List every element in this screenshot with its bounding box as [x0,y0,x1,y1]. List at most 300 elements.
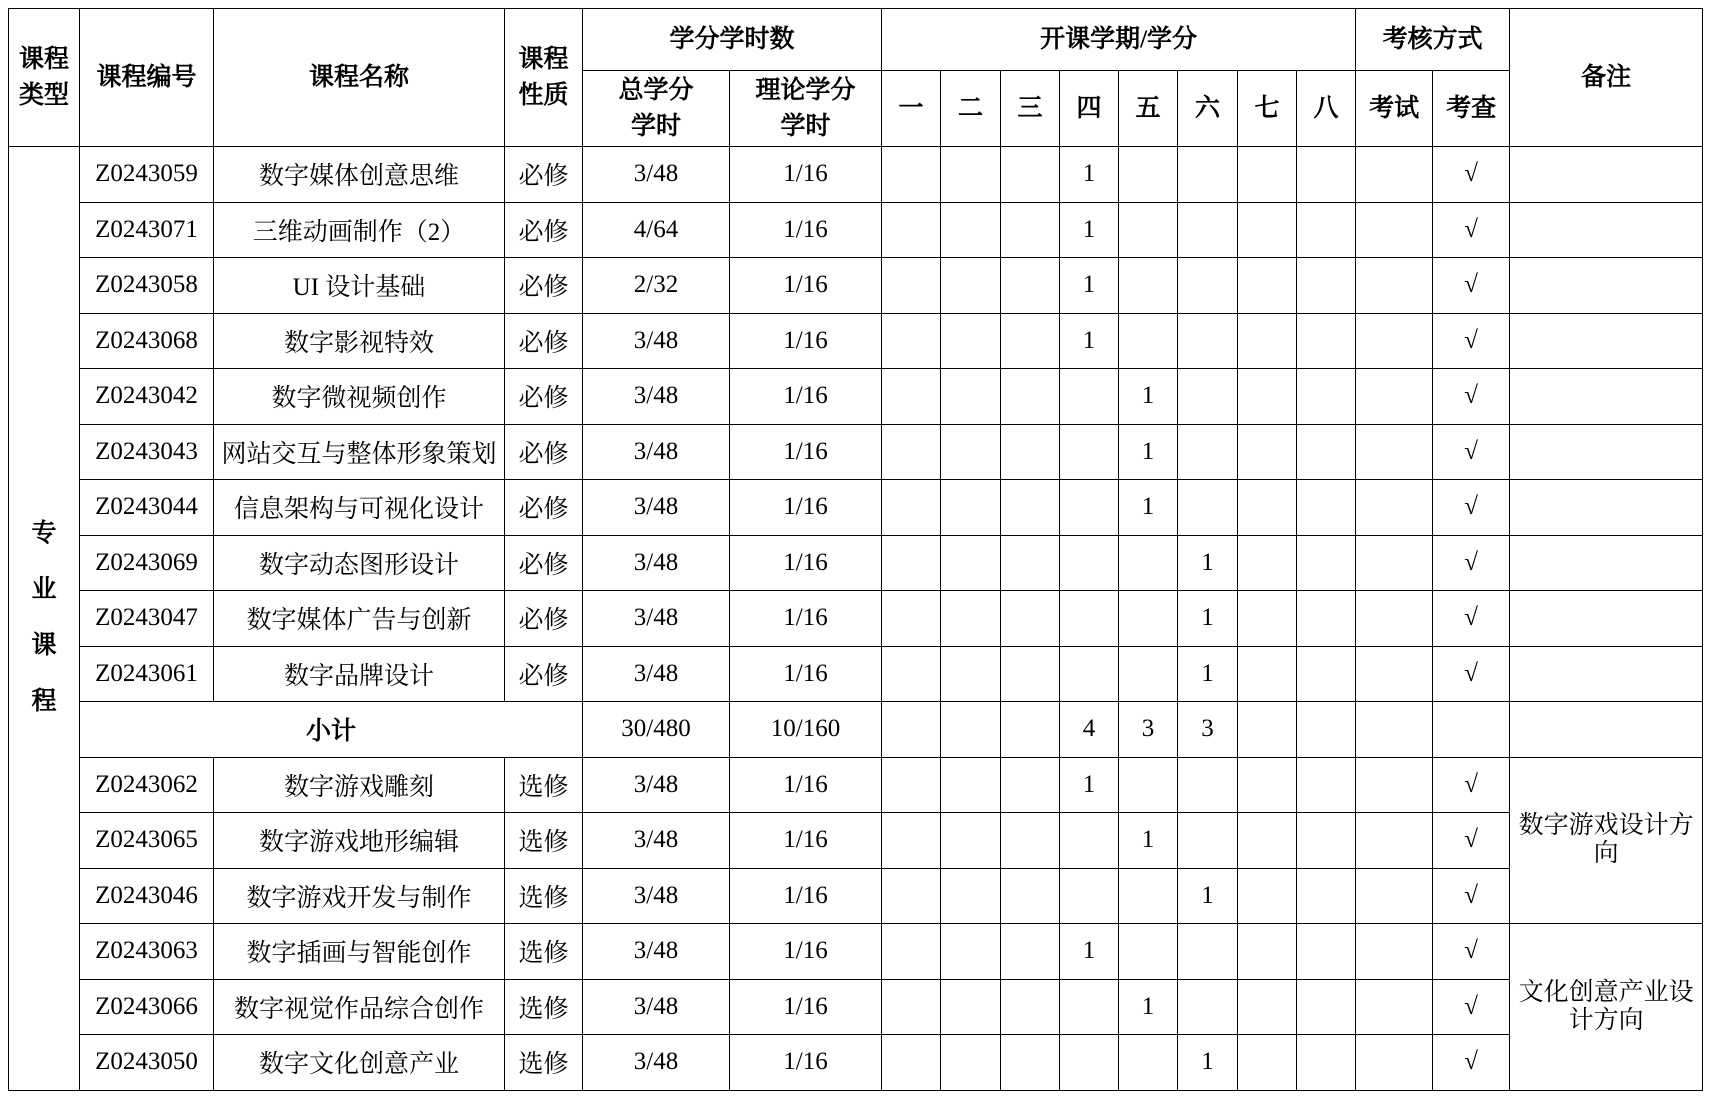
header-exam: 考试 [1356,71,1433,147]
total-credits: 3/48 [583,868,730,924]
semester-1-credit [882,535,941,591]
course-name: 数字微视频创作 [214,369,505,425]
header-semester: 开课学期/学分 [882,9,1356,71]
exam-mark [1356,313,1433,369]
theory-credits: 1/16 [730,868,882,924]
semester-1-credit [882,646,941,702]
course-name: 数字品牌设计 [214,646,505,702]
semester-4-credit [1060,480,1119,536]
course-code: Z0243050 [80,1035,214,1091]
semester-8-credit [1297,202,1356,258]
course-category [9,147,80,1091]
semester-2-credit [941,313,1001,369]
table-row [9,535,1703,591]
total-credits: 3/48 [583,757,730,813]
subtotal-semester-7 [1238,702,1297,758]
semester-7-credit [1238,591,1297,647]
table-row [9,313,1703,369]
semester-5-credit: 1 [1119,480,1178,536]
semester-4-credit [1060,868,1119,924]
semester-5-credit: 1 [1119,369,1178,425]
table-row [9,369,1703,425]
semester-6-credit [1178,258,1238,314]
subtotal-semester-4: 4 [1060,702,1119,758]
semester-5-credit [1119,646,1178,702]
theory-credits: 1/16 [730,258,882,314]
semester-3-credit [1001,1035,1060,1091]
semester-7-credit [1238,979,1297,1035]
semester-6-credit [1178,313,1238,369]
remarks-cell [1510,147,1703,203]
semester-3-credit [1001,258,1060,314]
semester-3-credit [1001,813,1060,869]
table-row [9,979,1703,1035]
check-mark: √ [1433,424,1510,480]
header-semester-5: 五 [1119,71,1178,147]
semester-2-credit [941,147,1001,203]
semester-1-credit [882,258,941,314]
course-code: Z0243047 [80,591,214,647]
semester-7-credit [1238,535,1297,591]
check-mark: √ [1433,1035,1510,1091]
theory-credits: 1/16 [730,813,882,869]
semester-5-credit: 1 [1119,813,1178,869]
semester-3-credit [1001,369,1060,425]
course-nature: 选修 [505,979,583,1035]
semester-4-credit [1060,535,1119,591]
course-nature: 必修 [505,424,583,480]
exam-mark [1356,979,1433,1035]
semester-8-credit [1297,1035,1356,1091]
course-name: 网站交互与整体形象策划 [214,424,505,480]
semester-6-credit [1178,924,1238,980]
semester-7-credit [1238,813,1297,869]
remarks-cell [1510,480,1703,536]
course-code: Z0243061 [80,646,214,702]
semester-1-credit [882,979,941,1035]
total-credits: 3/48 [583,591,730,647]
table-row [9,147,1703,203]
exam-mark [1356,147,1433,203]
semester-8-credit [1297,757,1356,813]
semester-8-credit [1297,313,1356,369]
course-nature: 选修 [505,1035,583,1091]
course-category-char: 业 [31,576,57,604]
exam-mark [1356,202,1433,258]
header-remarks: 备注 [1510,9,1703,147]
table-row [9,646,1703,702]
theory-credits: 1/16 [730,1035,882,1091]
header-course-name: 课程名称 [214,9,505,147]
check-mark: √ [1433,369,1510,425]
course-code: Z0243066 [80,979,214,1035]
subtotal-remarks [1510,702,1703,758]
course-code: Z0243068 [80,313,214,369]
header-semester-4: 四 [1060,71,1119,147]
exam-mark [1356,424,1433,480]
table-row [9,202,1703,258]
check-mark: √ [1433,924,1510,980]
check-mark: √ [1433,202,1510,258]
semester-4-credit [1060,369,1119,425]
semester-5-credit [1119,757,1178,813]
subtotal-semester-1 [882,702,941,758]
subtotal-semester-5: 3 [1119,702,1178,758]
table-row [9,868,1703,924]
total-credits: 2/32 [583,258,730,314]
semester-3-credit [1001,924,1060,980]
semester-2-credit [941,591,1001,647]
semester-1-credit [882,924,941,980]
semester-6-credit [1178,480,1238,536]
semester-3-credit [1001,591,1060,647]
semester-4-credit [1060,591,1119,647]
course-category-char: 课 [31,632,57,660]
course-nature: 选修 [505,757,583,813]
semester-5-credit [1119,202,1178,258]
course-code: Z0243063 [80,924,214,980]
semester-1-credit [882,813,941,869]
theory-credits: 1/16 [730,480,882,536]
theory-credits: 1/16 [730,535,882,591]
course-name: 数字影视特效 [214,313,505,369]
semester-3-credit [1001,313,1060,369]
course-name: 数字动态图形设计 [214,535,505,591]
semester-2-credit [941,369,1001,425]
semester-3-credit [1001,979,1060,1035]
semester-6-credit: 1 [1178,1035,1238,1091]
semester-6-credit: 1 [1178,868,1238,924]
semester-7-credit [1238,480,1297,536]
theory-credits: 1/16 [730,313,882,369]
course-name: 数字视觉作品综合创作 [214,979,505,1035]
remarks-game-direction: 数字游戏设计方向 [1510,757,1703,924]
theory-credits: 1/16 [730,924,882,980]
course-nature: 必修 [505,646,583,702]
course-name: 数字游戏雕刻 [214,757,505,813]
subtotal-semester-6: 3 [1178,702,1238,758]
subtotal-total-credits: 30/480 [583,702,730,758]
total-credits: 3/48 [583,979,730,1035]
remarks-cell [1510,646,1703,702]
header-total-credits: 总学分 学时 [583,71,730,147]
check-mark: √ [1433,979,1510,1035]
course-plan-table [8,8,1703,1091]
semester-4-credit: 1 [1060,147,1119,203]
course-nature: 选修 [505,813,583,869]
check-mark: √ [1433,813,1510,869]
header-check: 考查 [1433,71,1510,147]
semester-7-credit [1238,313,1297,369]
semester-3-credit [1001,147,1060,203]
semester-6-credit: 1 [1178,646,1238,702]
semester-8-credit [1297,480,1356,536]
semester-2-credit [941,1035,1001,1091]
header-semester-7: 七 [1238,71,1297,147]
semester-8-credit [1297,646,1356,702]
semester-8-credit [1297,258,1356,314]
semester-1-credit [882,757,941,813]
semester-4-credit: 1 [1060,757,1119,813]
check-mark: √ [1433,258,1510,314]
semester-4-credit [1060,646,1119,702]
semester-3-credit [1001,757,1060,813]
semester-8-credit [1297,369,1356,425]
semester-7-credit [1238,147,1297,203]
semester-2-credit [941,646,1001,702]
subtotal-semester-3 [1001,702,1060,758]
header-course-type: 课程 类型 [9,9,80,147]
course-category-char: 专 [31,520,57,548]
semester-8-credit [1297,424,1356,480]
subtotal-theory-credits: 10/160 [730,702,882,758]
theory-credits: 1/16 [730,646,882,702]
course-code: Z0243065 [80,813,214,869]
course-name: 数字游戏地形编辑 [214,813,505,869]
semester-2-credit [941,868,1001,924]
course-nature: 必修 [505,147,583,203]
semester-8-credit [1297,979,1356,1035]
total-credits: 3/48 [583,646,730,702]
remarks-cell [1510,369,1703,425]
semester-2-credit [941,202,1001,258]
theory-credits: 1/16 [730,757,882,813]
semester-6-credit [1178,147,1238,203]
semester-8-credit [1297,147,1356,203]
subtotal-semester-2 [941,702,1001,758]
semester-1-credit [882,147,941,203]
semester-5-credit [1119,258,1178,314]
course-name: 数字媒体创意思维 [214,147,505,203]
semester-6-credit [1178,979,1238,1035]
semester-2-credit [941,924,1001,980]
course-name: UI 设计基础 [214,258,505,314]
header-row-1 [9,9,1703,71]
semester-6-credit [1178,369,1238,425]
header-semester-6: 六 [1178,71,1238,147]
course-name: 信息架构与可视化设计 [214,480,505,536]
semester-5-credit: 1 [1119,424,1178,480]
check-mark: √ [1433,480,1510,536]
total-credits: 3/48 [583,1035,730,1091]
table-row [9,424,1703,480]
semester-3-credit [1001,424,1060,480]
course-name: 数字媒体广告与创新 [214,591,505,647]
check-mark: √ [1433,646,1510,702]
course-code: Z0243069 [80,535,214,591]
exam-mark [1356,813,1433,869]
course-code: Z0243058 [80,258,214,314]
table-row [9,258,1703,314]
semester-4-credit: 1 [1060,924,1119,980]
semester-3-credit [1001,202,1060,258]
course-name: 数字插画与智能创作 [214,924,505,980]
exam-mark [1356,757,1433,813]
semester-1-credit [882,202,941,258]
semester-8-credit [1297,813,1356,869]
exam-mark [1356,868,1433,924]
semester-4-credit: 1 [1060,313,1119,369]
semester-1-credit [882,313,941,369]
table-row [9,924,1703,980]
check-mark: √ [1433,868,1510,924]
semester-7-credit [1238,1035,1297,1091]
total-credits: 4/64 [583,202,730,258]
exam-mark [1356,646,1433,702]
course-name: 数字游戏开发与制作 [214,868,505,924]
exam-mark [1356,535,1433,591]
course-code: Z0243043 [80,424,214,480]
semester-5-credit [1119,591,1178,647]
table-row [9,757,1703,813]
semester-2-credit [941,480,1001,536]
semester-1-credit [882,868,941,924]
course-code: Z0243059 [80,147,214,203]
semester-8-credit [1297,868,1356,924]
theory-credits: 1/16 [730,424,882,480]
semester-4-credit: 1 [1060,258,1119,314]
check-mark: √ [1433,147,1510,203]
semester-4-credit [1060,424,1119,480]
course-code: Z0243042 [80,369,214,425]
semester-6-credit: 1 [1178,535,1238,591]
semester-2-credit [941,813,1001,869]
subtotal-label: 小计 [80,702,583,758]
subtotal-check [1433,702,1510,758]
course-nature: 选修 [505,868,583,924]
course-nature: 必修 [505,591,583,647]
total-credits: 3/48 [583,924,730,980]
course-nature: 必修 [505,202,583,258]
total-credits: 3/48 [583,147,730,203]
theory-credits: 1/16 [730,202,882,258]
header-course-code: 课程编号 [80,9,214,147]
semester-7-credit [1238,924,1297,980]
total-credits: 3/48 [583,313,730,369]
theory-credits: 1/16 [730,979,882,1035]
semester-1-credit [882,480,941,536]
semester-7-credit [1238,258,1297,314]
semester-3-credit [1001,868,1060,924]
semester-8-credit [1297,591,1356,647]
semester-4-credit [1060,813,1119,869]
course-code: Z0243062 [80,757,214,813]
semester-7-credit [1238,424,1297,480]
course-nature: 必修 [505,369,583,425]
semester-1-credit [882,591,941,647]
semester-5-credit [1119,313,1178,369]
semester-1-credit [882,369,941,425]
check-mark: √ [1433,535,1510,591]
semester-5-credit [1119,924,1178,980]
semester-6-credit [1178,757,1238,813]
course-name: 三维动画制作（2） [214,202,505,258]
theory-credits: 1/16 [730,591,882,647]
remarks-cell [1510,202,1703,258]
semester-5-credit [1119,868,1178,924]
total-credits: 3/48 [583,813,730,869]
semester-8-credit [1297,924,1356,980]
course-code: Z0243071 [80,202,214,258]
semester-1-credit [882,424,941,480]
table-row [9,1035,1703,1091]
exam-mark [1356,258,1433,314]
remarks-cell [1510,313,1703,369]
semester-3-credit [1001,480,1060,536]
semester-2-credit [941,757,1001,813]
course-nature: 必修 [505,258,583,314]
semester-4-credit [1060,1035,1119,1091]
table-row [9,591,1703,647]
remarks-cell [1510,258,1703,314]
check-mark: √ [1433,591,1510,647]
course-name: 数字文化创意产业 [214,1035,505,1091]
semester-7-credit [1238,369,1297,425]
header-assessment: 考核方式 [1356,9,1510,71]
semester-5-credit [1119,535,1178,591]
semester-5-credit [1119,1035,1178,1091]
remarks-culture-direction: 文化创意产业设计方向 [1510,924,1703,1091]
semester-7-credit [1238,202,1297,258]
header-semester-3: 三 [1001,71,1060,147]
semester-4-credit [1060,979,1119,1035]
semester-2-credit [941,424,1001,480]
remarks-cell [1510,424,1703,480]
header-semester-1: 一 [882,71,941,147]
table-body [9,147,1703,1091]
course-nature: 必修 [505,535,583,591]
course-code: Z0243046 [80,868,214,924]
remarks-cell [1510,535,1703,591]
header-semester-2: 二 [941,71,1001,147]
table-row [9,480,1703,536]
subtotal-row [9,702,1703,758]
remarks-cell [1510,591,1703,647]
semester-7-credit [1238,757,1297,813]
semester-5-credit [1119,147,1178,203]
semester-1-credit [882,1035,941,1091]
check-mark: √ [1433,313,1510,369]
course-code: Z0243044 [80,480,214,536]
course-nature: 选修 [505,924,583,980]
semester-7-credit [1238,868,1297,924]
total-credits: 3/48 [583,369,730,425]
semester-2-credit [941,258,1001,314]
course-category-char: 程 [31,688,57,716]
course-nature: 必修 [505,313,583,369]
semester-3-credit [1001,646,1060,702]
header-course-nature: 课程 性质 [505,9,583,147]
exam-mark [1356,369,1433,425]
table-row [9,813,1703,869]
header-semester-8: 八 [1297,71,1356,147]
exam-mark [1356,591,1433,647]
semester-2-credit [941,979,1001,1035]
semester-3-credit [1001,535,1060,591]
subtotal-exam [1356,702,1433,758]
header-theory-credits: 理论学分 学时 [730,71,882,147]
semester-6-credit [1178,202,1238,258]
total-credits: 3/48 [583,480,730,536]
header-credit-hours: 学分学时数 [583,9,882,71]
course-nature: 必修 [505,480,583,536]
theory-credits: 1/16 [730,147,882,203]
semester-4-credit: 1 [1060,202,1119,258]
semester-6-credit [1178,424,1238,480]
semester-6-credit [1178,813,1238,869]
semester-8-credit [1297,535,1356,591]
exam-mark [1356,1035,1433,1091]
